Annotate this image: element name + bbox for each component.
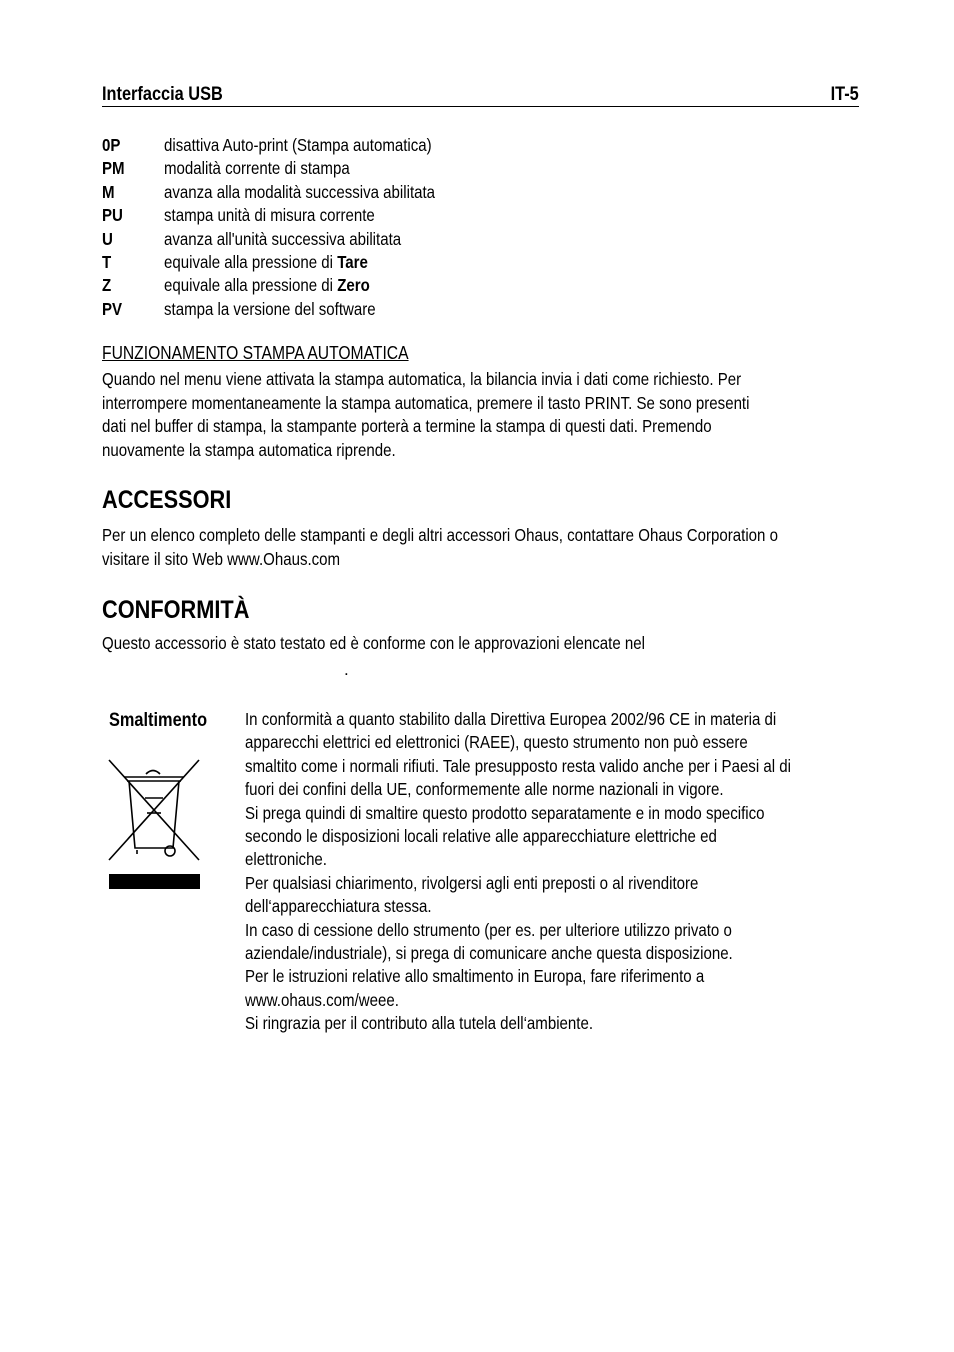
paragraph-line: interrompere momentaneamente la stampa automatica, premere il tasto PRINT. Se sono presenti — [102, 392, 750, 413]
command-description-text: equivale alla pressione di — [164, 251, 338, 272]
disposal-line: In caso di cessione dello strumento (per es. per ulteriore utilizzo privato o — [245, 919, 732, 940]
command-code: U — [102, 228, 113, 249]
command-description — [164, 274, 370, 297]
command-description-text: equivale alla pressione di — [164, 275, 338, 296]
disposal-line: dell‘apparecchiatura stessa. — [245, 896, 432, 917]
command-code: Z — [102, 275, 112, 296]
disposal-line: Si prega quindi di smaltire questo prodotto separatamente e in modo specifico — [245, 802, 765, 823]
command-code: M — [102, 181, 115, 202]
command-description: stampa unità di misura corrente — [164, 205, 375, 226]
command-row — [102, 181, 802, 204]
conformity-paragraph — [102, 632, 733, 656]
command-row — [102, 204, 802, 227]
command-row — [102, 228, 802, 251]
accessories-paragraph — [102, 524, 888, 571]
command-description: stampa la versione del software — [164, 298, 376, 319]
page-number: IT-5 — [830, 84, 859, 105]
disposal-line: www.ohaus.com/weee. — [245, 989, 399, 1010]
command-row — [102, 157, 802, 180]
command-code: 0P — [102, 135, 121, 155]
auto-print-paragraph — [102, 368, 855, 462]
paragraph-line: dati nel buffer di stampa, la stampante porterà a termine la stampa di questi dati. Premendo — [102, 416, 712, 436]
accessories-title: ACCESSORI — [102, 486, 232, 514]
command-description: modalità corrente di stampa — [164, 158, 350, 179]
command-code: PU — [102, 205, 123, 226]
command-description — [164, 251, 368, 274]
disposal-line: Per qualsiasi chiarimento, rivolgersi agli enti preposti o al rivenditore — [245, 872, 699, 893]
command-description: avanza all'unità successiva abilitata — [164, 228, 402, 249]
paragraph-line: visitare il sito Web www.Ohaus.com — [102, 548, 341, 569]
disposal-line: apparecchi elettrici ed elettronici (RAEE), questo strumento non può essere — [245, 732, 748, 753]
disposal-line: Si ringrazia per il contributo alla tutela dell‘ambiente. — [245, 1013, 594, 1034]
command-row — [102, 134, 802, 157]
weee-crossed-bin-icon — [107, 758, 201, 890]
disposal-label: Smaltimento — [109, 710, 208, 731]
page-header — [102, 84, 859, 107]
disposal-line: Per le istruzioni relative allo smaltimento in Europa, fare riferimento a — [245, 966, 705, 987]
disposal-line: In conformità a quanto stabilito dalla Direttiva Europea 2002/96 CE in materia di — [245, 709, 777, 729]
command-code: T — [102, 251, 112, 272]
command-description: avanza alla modalità successiva abilitata — [164, 181, 436, 202]
key-name: Zero — [337, 275, 370, 296]
disposal-line: smaltito come i normali rifiuti. Tale presupposto resta valido anche per i Paesi al di — [245, 755, 791, 776]
disposal-line: secondo le disposizioni locali relative alle apparecchiature elettriche ed — [245, 826, 717, 847]
paragraph-line: nuovamente la stampa automatica riprende. — [102, 439, 396, 460]
auto-print-heading: FUNZIONAMENTO STAMPA AUTOMATICA — [102, 343, 409, 363]
dot: . — [344, 660, 349, 679]
command-list — [102, 134, 802, 321]
disposal-text — [245, 708, 880, 1036]
disposal-line: elettroniche. — [245, 849, 327, 870]
command-row — [102, 274, 802, 297]
paragraph-line: Per un elenco completo delle stampanti e degli altri accessori Ohaus, contattare Ohaus Corporation o — [102, 525, 778, 545]
key-name: Tare — [337, 251, 368, 272]
conformity-title: CONFORMITÀ — [102, 596, 250, 624]
command-row — [102, 251, 802, 274]
command-description: disattiva Auto-print (Stampa automatica) — [164, 135, 432, 155]
command-row — [102, 298, 802, 321]
disposal-line: aziendale/industriale), si prega di comunicare anche questa disposizione. — [245, 943, 733, 964]
header-title: Interfaccia USB — [102, 84, 223, 105]
command-code: PM — [102, 158, 125, 179]
paragraph-line: Questo accessorio è stato testato ed è conforme con le approvazioni elencate nel — [102, 633, 645, 653]
disposal-line: fuori dei confini della UE, conformemente alle norme nazionali in vigore. — [245, 779, 724, 800]
command-code: PV — [102, 298, 123, 319]
paragraph-line: Quando nel menu viene attivata la stampa automatica, la bilancia invia i dati come richiesto. Per — [102, 369, 742, 389]
